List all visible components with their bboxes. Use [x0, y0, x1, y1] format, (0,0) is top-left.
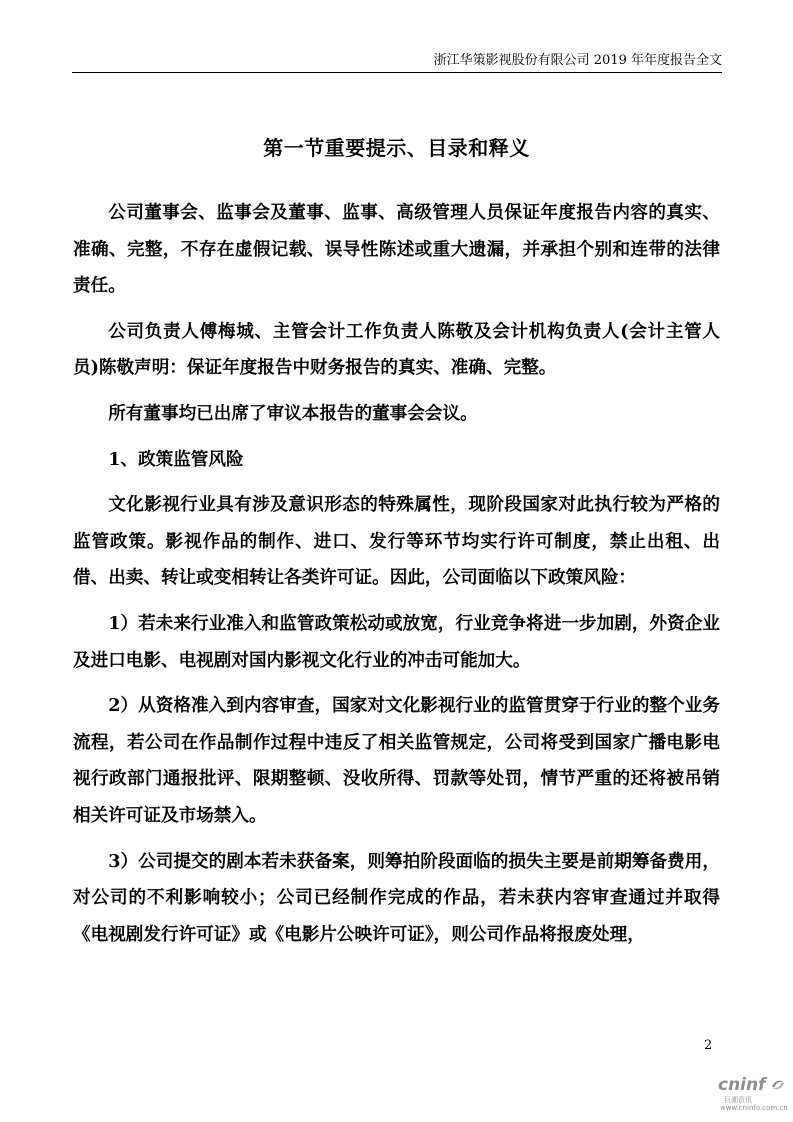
paragraph-responsibility: 公司董事会、监事会及董事、监事、高级管理人员保证年度报告内容的真实、准确、完整，不存在虚假记载、误导性陈述或重大遗漏，并承担个别和连带的法律责任。	[73, 202, 720, 297]
logo-text: cninf	[718, 1075, 766, 1095]
paragraph-risk-2: 2）从资格准入到内容审查，国家对文化影视行业的监管贯穿于行业的整个业务流程，若公司在作品制作过程中违反了相关监管规定，公司将受到国家广播电影电视行政部门通报批评、限期整顿、没收所得、罚款等处罚，情节严重的还将被吊销相关许可证及市场禁入。	[73, 695, 720, 826]
paragraph-declaration: 公司负责人傅梅城、主管会计工作负责人陈敬及会计机构负责人(会计主管人员)陈敬声明：保证年度报告中财务报告的真实、准确、完整。	[73, 320, 720, 379]
paragraph-risk-3: 3）公司提交的剧本若未获备案，则筹拍阶段面临的损失主要是前期筹备费用，对公司的不利影响较小；公司已经制作完成的作品，若未获内容审查通过并取得《电视剧发行许可证》或《电影片公映许可证》，则公司作品将报废处理，	[73, 850, 720, 945]
page-header	[72, 46, 722, 73]
paragraph-attendance: 所有董事均已出席了审议本报告的董事会会议。	[108, 402, 478, 424]
paragraph-risk-heading: 1、政策监管风险	[108, 448, 244, 470]
swirl-icon	[770, 1077, 786, 1093]
running-title: 浙江华策影视股份有限公司 2019 年年度报告全文	[433, 53, 722, 68]
cninfo-logo	[718, 1075, 788, 1115]
logo-subtitle: 巨潮资讯	[724, 1096, 752, 1104]
paragraph-risk-intro: 文化影视行业具有涉及意识形态的特殊属性，现阶段国家对此执行较为严格的监管政策。影视作品的制作、进口、发行等环节均实行许可制度，禁止出租、出借、出卖、转让或变相转让各类许可证。因此，公司面临以下政策风险：	[73, 494, 720, 589]
paragraph-risk-1: 1）若未来行业准入和监管政策松动或放宽，行业竞争将进一步加剧，外资企业及进口电影、电视剧对国内影视文化行业的冲击可能加大。	[73, 612, 720, 671]
section-title: 第一节重要提示、目录和释义	[263, 136, 530, 160]
body-text	[73, 195, 720, 953]
logo-url: www.cninfo.com.cn	[720, 1104, 788, 1112]
page-number: 2	[704, 1038, 713, 1053]
